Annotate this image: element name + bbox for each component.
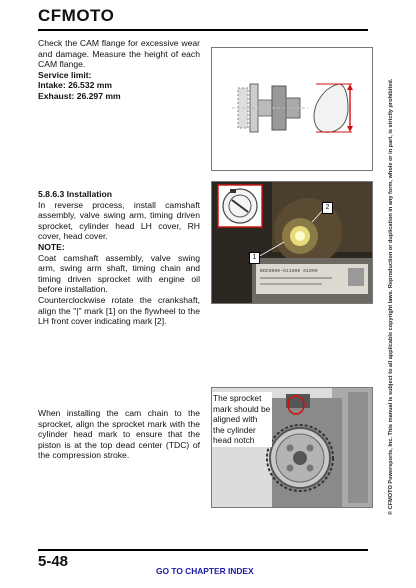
sprocket-callout: The sprocket mark should be aligned with the cylinder head notch xyxy=(213,393,271,445)
camshaft-measurement-figure xyxy=(211,47,373,171)
bottom-divider xyxy=(38,549,368,551)
installation-section xyxy=(38,189,200,327)
flywheel-mark-photo xyxy=(211,181,373,304)
go-to-chapter-index-link[interactable]: GO TO CHAPTER INDEX xyxy=(156,566,254,576)
page-number: 5-48 xyxy=(38,553,69,570)
note-label: NOTE: xyxy=(38,241,65,252)
exhaust-limit: Exhaust: 26.297 mm xyxy=(38,90,121,101)
marker-2: 2 xyxy=(322,202,333,214)
top-divider xyxy=(38,29,368,31)
flywheel-drawing xyxy=(212,182,372,303)
note-text: Coat camshaft assembly, valve swing arm, swing arm shaft, timing chain and timing driven sprocket with engine oil before installation. xyxy=(38,252,200,295)
installation-text: In reverse process, install camshaft assembly, valve swing arm, timing driven sprocket, cylinder head LH cover, RH cover, head cover. xyxy=(38,199,200,242)
installation-heading: 5.8.6.3 Installation xyxy=(38,189,113,199)
service-limit-label: Service limit: xyxy=(38,69,92,80)
copyright-notice: © CFMOTO Powersports, Inc. This manual is subject to all applicable copyright laws. Reproduction or duplication in any form, whole or in part, is strictly prohibited. xyxy=(388,78,394,515)
camshaft-drawing xyxy=(212,48,372,170)
cam-chain-text: When installing the cam chain to the sprocket, align the sprocket mark with the cylinder head mark to ensure that the piston is at the top dead center (TDC) of the compression stroke. xyxy=(38,408,200,461)
intake-limit: Intake: 26.532 mm xyxy=(38,80,113,91)
brand-logo: CFMOTO xyxy=(38,6,115,25)
part-label-text: BOC0000-011000 01000 xyxy=(260,269,318,274)
marker-1: 1 xyxy=(249,252,260,264)
cam-check-text: Check the CAM flange for excessive wear and damage. Measure the height of each CAM flange. xyxy=(38,38,200,70)
crankshaft-rotate-text: Counterclockwise rotate the crankshaft, align the "|" mark [1] on the flywheel to the LH front cover indicating mark [2]. xyxy=(38,294,200,327)
cam-check-section xyxy=(38,38,200,102)
